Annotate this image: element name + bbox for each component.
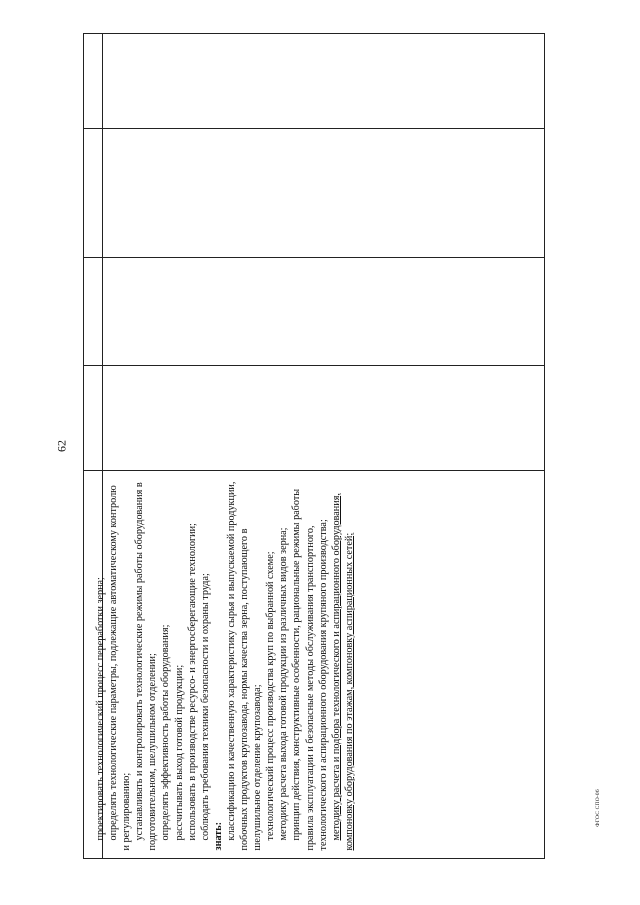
- table-row-divider: [83, 128, 545, 129]
- page-number: 62: [54, 440, 69, 452]
- cell-line: использовать в производстве ресурсо- и энергосберегающие технологии;: [186, 523, 198, 841]
- table-row-divider: [83, 257, 545, 258]
- table-cell-content: [91, 472, 543, 857]
- document-code: ФГОС СПО-06: [595, 789, 601, 827]
- table-row-divider: [83, 365, 545, 366]
- cell-line: технологический процесс производства круп по выбранной схеме;: [265, 551, 277, 841]
- cell-line: определять эффективность работы оборудования;: [160, 624, 172, 841]
- cell-line: принцип действия, конструктивные особенности, рациональные режимы работы правила эксплуатации и безопасные методы обслуживания транспортного, технологического и аспирационного оборудования крупяного производства;: [291, 488, 329, 851]
- cell-line: рассчитывать выход готовой продукции;: [173, 664, 185, 841]
- cell-line: классификацию и качественную характеристику сырья и выпускаемой продукции, побочных продуктов крупозавода, нормы качества зерна, поступающего в шелушильное отделение крупозавода;: [225, 481, 264, 851]
- cell-heading-know: знать:: [212, 821, 224, 851]
- cell-line: методику расчета и подбора технологического и аспирационного оборудования, компоновку оборудования по этажам, компоновку аспирационных сетей;: [330, 493, 355, 851]
- cell-line: определять технологические параметры, подлежащие автоматическому контролю и регулированию;: [108, 485, 133, 851]
- cell-line: методику расчета выхода готовой продукции из различных видов зерна;: [278, 527, 290, 841]
- cell-line: устанавливать и контролировать технологические режимы работы оборудования в подготовительном, шелушильном отделении;: [134, 482, 159, 851]
- cell-line: проектировать технологический процесс переработки зерна;: [95, 577, 106, 841]
- cell-line: соблюдать требования техники безопасности и охраны труда;: [199, 573, 211, 841]
